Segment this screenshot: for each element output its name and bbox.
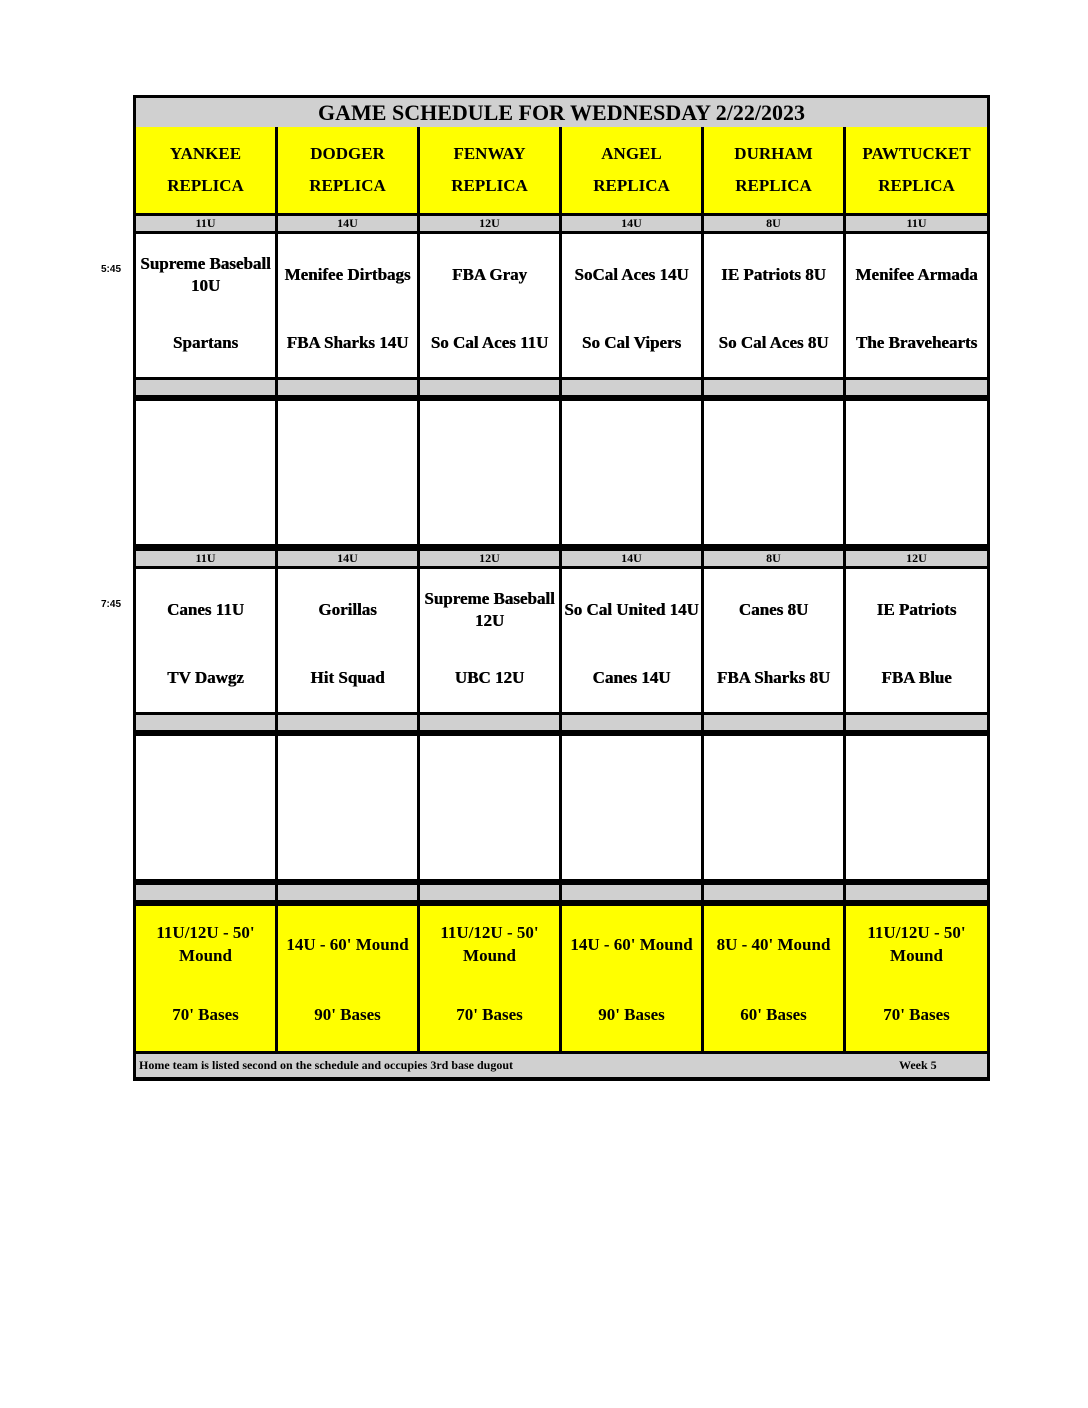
game-cell [420, 234, 562, 377]
field-header: DODGER REPLICA [278, 127, 420, 213]
age-group: 11U [846, 213, 987, 234]
game-cell [562, 569, 704, 712]
visitor-team: Menifee Dirtbags [284, 265, 411, 284]
visitor-team: Supreme Baseball 12U [424, 589, 555, 630]
mound-distance: 11U/12U - 50' Mound [156, 923, 255, 965]
mound-distance: 11U/12U - 50' Mound [440, 923, 539, 965]
visitor-team: So Cal United 14U [564, 600, 699, 619]
field-spec [278, 906, 420, 1051]
home-team: So Cal Aces 11U [430, 333, 549, 352]
game-cell [846, 234, 987, 377]
mound-distance: 11U/12U - 50' Mound [867, 923, 966, 965]
game-schedule-table [133, 95, 990, 1081]
visitor-team: SoCal Aces 14U [574, 265, 689, 284]
field-header: YANKEE REPLICA [136, 127, 278, 213]
age-group: 12U [420, 213, 562, 234]
age-group: 12U [846, 548, 987, 569]
mound-distance: 14U - 60' Mound [286, 934, 409, 954]
game-cell [704, 569, 846, 712]
home-team: Canes 14U [592, 668, 671, 687]
age-group: 14U [562, 213, 704, 234]
schedule-footer [136, 1051, 987, 1077]
age-group: 14U [562, 548, 704, 569]
game-cell [562, 234, 704, 377]
field-header: ANGEL REPLICA [562, 127, 704, 213]
age-group: 14U [278, 548, 420, 569]
home-team: FBA Sharks 14U [286, 333, 409, 352]
game-cell [136, 569, 278, 712]
visitor-team: IE Patriots 8U [721, 265, 826, 284]
field-header-row [136, 127, 987, 213]
slot2-time: 7:45 [101, 599, 122, 610]
empty-slot-row [136, 401, 987, 544]
slot1-age-row [136, 213, 987, 234]
game-cell [420, 569, 562, 712]
week-label: Week 5 [899, 1058, 937, 1072]
field-spec [562, 906, 704, 1051]
age-group: 8U [704, 548, 846, 569]
home-team: UBC 12U [454, 668, 525, 687]
visitor-team: Menifee Armada [855, 265, 978, 284]
separator-row [136, 377, 987, 398]
slot2-age-row [136, 548, 987, 569]
visitor-team: Canes 11U [167, 600, 244, 619]
visitor-team: Canes 8U [738, 600, 809, 619]
home-team: So Cal Aces 8U [718, 333, 829, 352]
separator-row [136, 712, 987, 733]
base-distance: 90' Bases [598, 1005, 665, 1024]
home-team: The Bravehearts [855, 333, 978, 352]
home-team: Hit Squad [310, 668, 385, 687]
visitor-team: Gorillas [318, 600, 377, 619]
field-spec [704, 906, 846, 1051]
game-cell [278, 569, 420, 712]
base-distance: 70' Bases [456, 1005, 523, 1024]
field-header: PAWTUCKET REPLICA [846, 127, 987, 213]
age-group: 12U [420, 548, 562, 569]
game-cell [136, 234, 278, 377]
field-spec [420, 906, 562, 1051]
base-distance: 90' Bases [314, 1005, 381, 1024]
game-cell [704, 234, 846, 377]
schedule-title: GAME SCHEDULE FOR WEDNESDAY 2/22/2023 [136, 98, 987, 127]
visitor-team: IE Patriots [876, 600, 957, 619]
separator-row [136, 882, 987, 903]
game-cell [278, 234, 420, 377]
home-team: FBA Sharks 8U [716, 668, 831, 687]
visitor-team: FBA Gray [451, 265, 528, 284]
base-distance: 60' Bases [740, 1005, 807, 1024]
base-distance: 70' Bases [883, 1005, 950, 1024]
field-header: DURHAM REPLICA [704, 127, 846, 213]
field-specs-row [136, 906, 987, 1051]
mound-distance: 8U - 40' Mound [716, 934, 831, 954]
age-group: 11U [136, 213, 278, 234]
field-spec [136, 906, 278, 1051]
slot1-time: 5:45 [101, 264, 122, 275]
home-team: FBA Blue [881, 668, 952, 687]
mound-distance: 14U - 60' Mound [570, 934, 693, 954]
home-team: So Cal Vipers [581, 333, 682, 352]
game-cell [846, 569, 987, 712]
home-team: TV Dawgz [167, 668, 244, 687]
age-group: 11U [136, 548, 278, 569]
slot1-games-row [136, 234, 987, 377]
age-group: 8U [704, 213, 846, 234]
home-team: Spartans [172, 333, 239, 352]
age-group: 14U [278, 213, 420, 234]
home-team-note: Home team is listed second on the schedule and occupies 3rd base dugout [139, 1058, 514, 1072]
slot2-games-row [136, 569, 987, 712]
base-distance: 70' Bases [172, 1005, 239, 1024]
field-header: FENWAY REPLICA [420, 127, 562, 213]
empty-slot-row [136, 736, 987, 879]
visitor-team: Supreme Baseball 10U [140, 254, 271, 295]
field-spec [846, 906, 987, 1051]
